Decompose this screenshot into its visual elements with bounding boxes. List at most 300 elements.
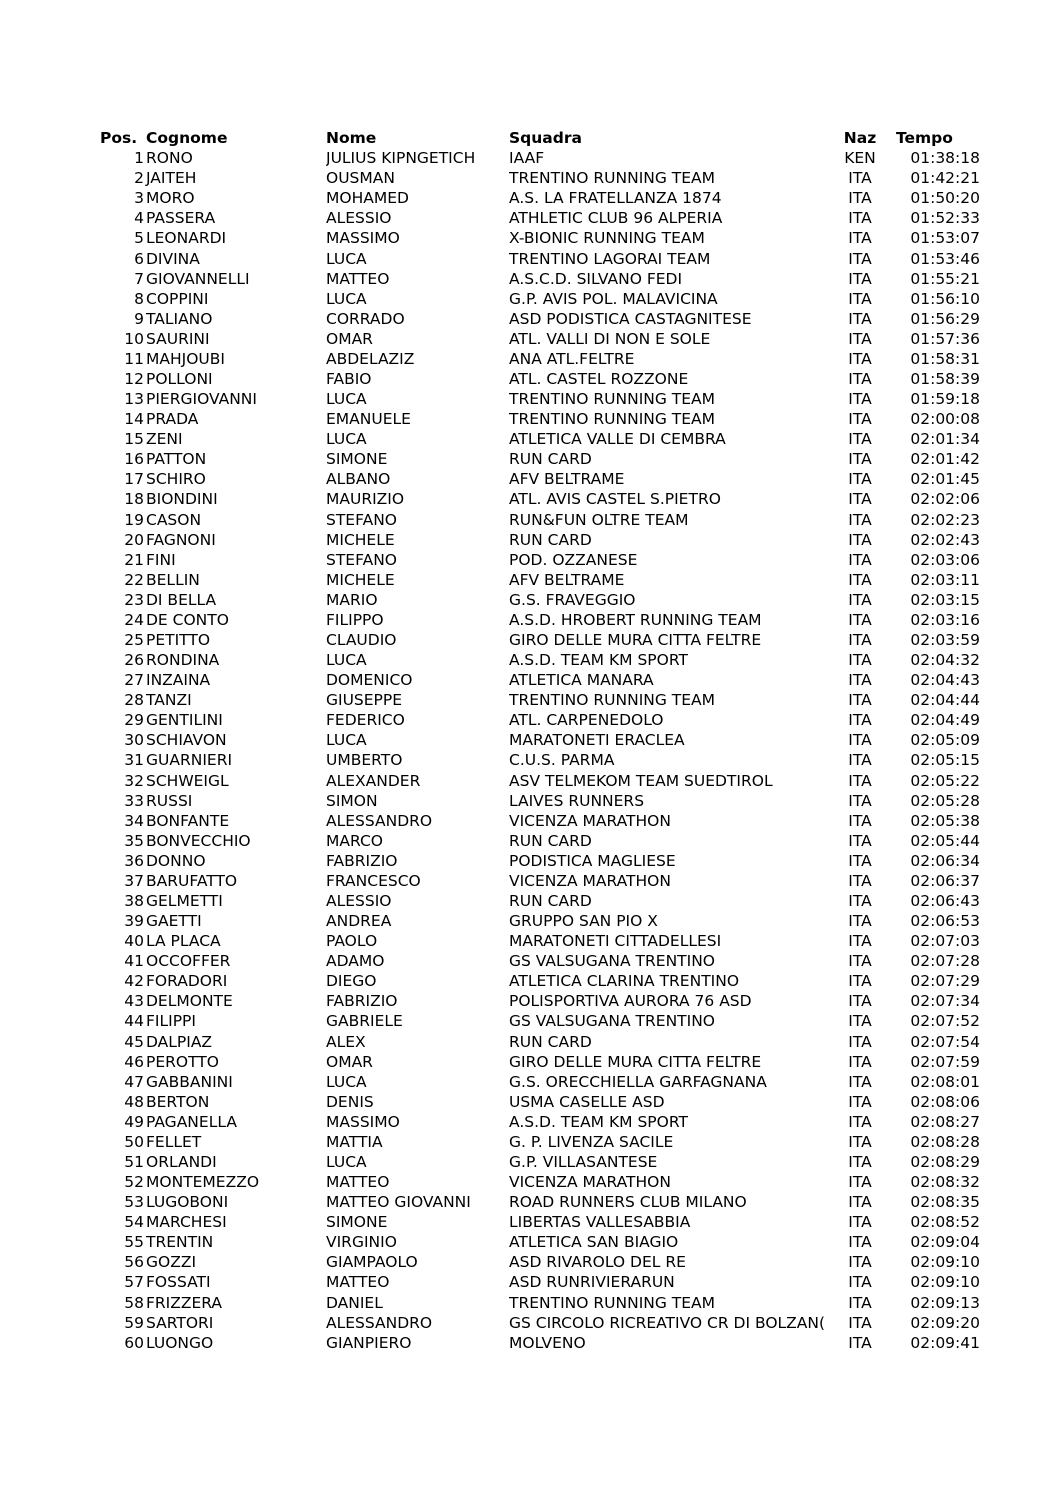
cell-tempo: 02:02:23 xyxy=(910,510,980,529)
cell-squadra: A.S.D. HROBERT RUNNING TEAM xyxy=(509,610,762,629)
cell-pos: 24 xyxy=(124,610,144,629)
cell-nome: MASSIMO xyxy=(326,229,400,248)
cell-cognome: SCHIRO xyxy=(146,470,206,489)
cell-pos: 26 xyxy=(124,651,144,670)
cell-squadra: ATL. CASTEL ROZZONE xyxy=(509,369,689,388)
cell-cognome: GAETTI xyxy=(146,912,202,931)
table-row xyxy=(100,429,996,449)
cell-naz: ITA xyxy=(848,871,872,890)
cell-nome: DENIS xyxy=(326,1092,374,1111)
cell-tempo: 01:53:46 xyxy=(910,249,980,268)
cell-cognome: LUONGO xyxy=(146,1333,214,1352)
cell-naz: ITA xyxy=(848,932,872,951)
cell-tempo: 02:06:53 xyxy=(910,912,980,931)
cell-nome: ALEXANDER xyxy=(326,771,421,790)
cell-naz: ITA xyxy=(848,630,872,649)
header-cognome: Cognome xyxy=(146,129,228,148)
cell-tempo: 01:59:18 xyxy=(910,390,980,409)
cell-cognome: RONDINA xyxy=(146,651,220,670)
cell-tempo: 02:04:43 xyxy=(910,671,980,690)
cell-squadra: RUN CARD xyxy=(509,450,592,469)
cell-cognome: SAURINI xyxy=(146,329,210,348)
cell-pos: 21 xyxy=(124,550,144,569)
cell-cognome: TALIANO xyxy=(146,309,213,328)
cell-squadra: ASV TELMEKOM TEAM SUEDTIROL xyxy=(509,771,773,790)
cell-cognome: PEROTTO xyxy=(146,1052,219,1071)
cell-nome: LUCA xyxy=(326,1153,367,1172)
table-row xyxy=(100,1092,996,1112)
cell-naz: ITA xyxy=(848,1193,872,1212)
table-row xyxy=(100,851,996,871)
cell-nome: FEDERICO xyxy=(326,711,405,730)
table-row xyxy=(100,530,996,550)
cell-squadra: RUN CARD xyxy=(509,831,592,850)
table-row xyxy=(100,349,996,369)
cell-squadra: A.S.D. TEAM KM SPORT xyxy=(509,651,688,670)
cell-pos: 7 xyxy=(134,269,144,288)
cell-pos: 19 xyxy=(124,510,144,529)
table-row xyxy=(100,1112,996,1132)
cell-nome: ALESSIO xyxy=(326,209,392,228)
cell-nome: DIEGO xyxy=(326,972,377,991)
cell-squadra: POLISPORTIVA AURORA 76 ASD xyxy=(509,992,752,1011)
cell-pos: 59 xyxy=(124,1313,144,1332)
cell-squadra: AFV BELTRAME xyxy=(509,570,625,589)
cell-naz: ITA xyxy=(848,1153,872,1172)
cell-pos: 4 xyxy=(134,209,144,228)
cell-tempo: 01:50:20 xyxy=(910,189,980,208)
cell-squadra: ATLETICA VALLE DI CEMBRA xyxy=(509,430,726,449)
cell-tempo: 02:03:11 xyxy=(910,570,980,589)
cell-nome: MOHAMED xyxy=(326,189,409,208)
table-row xyxy=(100,991,996,1011)
cell-naz: ITA xyxy=(848,1132,872,1151)
cell-naz: ITA xyxy=(848,731,872,750)
cell-naz: ITA xyxy=(848,851,872,870)
cell-tempo: 01:55:21 xyxy=(910,269,980,288)
cell-cognome: DI BELLA xyxy=(146,590,217,609)
cell-cognome: ZENI xyxy=(146,430,183,449)
table-row xyxy=(100,931,996,951)
cell-naz: ITA xyxy=(848,1032,872,1051)
cell-nome: OUSMAN xyxy=(326,169,395,188)
cell-nome: MASSIMO xyxy=(326,1112,400,1131)
cell-naz: ITA xyxy=(848,470,872,489)
cell-tempo: 02:05:22 xyxy=(910,771,980,790)
cell-nome: MARIO xyxy=(326,590,378,609)
cell-tempo: 02:04:49 xyxy=(910,711,980,730)
cell-nome: ALESSANDRO xyxy=(326,1313,433,1332)
table-row xyxy=(100,771,996,791)
cell-tempo: 02:05:28 xyxy=(910,791,980,810)
cell-naz: ITA xyxy=(848,1213,872,1232)
cell-squadra: GS VALSUGANA TRENTINO xyxy=(509,1012,716,1031)
cell-tempo: 02:05:44 xyxy=(910,831,980,850)
cell-tempo: 02:09:13 xyxy=(910,1293,980,1312)
cell-naz: ITA xyxy=(848,1092,872,1111)
header-squadra: Squadra xyxy=(509,129,582,148)
table-row xyxy=(100,168,996,188)
cell-nome: ALEX xyxy=(326,1032,366,1051)
cell-nome: SIMONE xyxy=(326,1213,388,1232)
cell-cognome: GIOVANNELLI xyxy=(146,269,250,288)
table-row xyxy=(100,289,996,309)
cell-squadra: AFV BELTRAME xyxy=(509,470,625,489)
cell-pos: 15 xyxy=(124,430,144,449)
cell-squadra: GIRO DELLE MURA CITTA FELTRE xyxy=(509,1052,762,1071)
cell-naz: ITA xyxy=(848,972,872,991)
cell-cognome: COPPINI xyxy=(146,289,209,308)
cell-naz: ITA xyxy=(848,1273,872,1292)
cell-pos: 50 xyxy=(124,1132,144,1151)
cell-tempo: 02:07:28 xyxy=(910,952,980,971)
cell-nome: MATTEO GIOVANNI xyxy=(326,1193,471,1212)
cell-pos: 5 xyxy=(134,229,144,248)
cell-squadra: ATL. VALLI DI NON E SOLE xyxy=(509,329,711,348)
cell-squadra: TRENTINO RUNNING TEAM xyxy=(509,410,716,429)
cell-cognome: MAHJOUBI xyxy=(146,349,225,368)
cell-naz: ITA xyxy=(848,249,872,268)
cell-squadra: VICENZA MARATHON xyxy=(509,811,671,830)
table-row xyxy=(100,1313,996,1333)
cell-nome: ALESSIO xyxy=(326,892,392,910)
cell-tempo: 02:08:06 xyxy=(910,1092,980,1111)
cell-cognome: PRADA xyxy=(146,410,199,429)
cell-tempo: 01:58:31 xyxy=(910,349,980,368)
cell-naz: ITA xyxy=(848,189,872,208)
cell-pos: 39 xyxy=(124,912,144,931)
cell-squadra: TRENTINO RUNNING TEAM xyxy=(509,691,716,710)
cell-pos: 3 xyxy=(134,189,144,208)
cell-squadra: GS VALSUGANA TRENTINO xyxy=(509,952,716,971)
cell-pos: 52 xyxy=(124,1173,144,1192)
cell-pos: 9 xyxy=(134,309,144,328)
cell-squadra: PODISTICA MAGLIESE xyxy=(509,851,676,870)
cell-naz: ITA xyxy=(848,671,872,690)
cell-squadra: TRENTINO RUNNING TEAM xyxy=(509,1293,716,1312)
table-row xyxy=(100,409,996,429)
cell-pos: 34 xyxy=(124,811,144,830)
cell-squadra: GRUPPO SAN PIO X xyxy=(509,912,658,931)
cell-tempo: 02:09:10 xyxy=(910,1253,980,1272)
table-row xyxy=(100,1032,996,1052)
cell-pos: 30 xyxy=(124,731,144,750)
cell-tempo: 01:57:36 xyxy=(910,329,980,348)
cell-cognome: FRIZZERA xyxy=(146,1293,223,1312)
cell-squadra: MARATONETI CITTADELLESI xyxy=(509,932,722,951)
cell-naz: ITA xyxy=(848,1012,872,1031)
table-row xyxy=(100,690,996,710)
cell-tempo: 02:09:10 xyxy=(910,1273,980,1292)
cell-pos: 28 xyxy=(124,691,144,710)
cell-cognome: MONTEMEZZO xyxy=(146,1173,260,1192)
cell-squadra: MARATONETI ERACLEA xyxy=(509,731,685,750)
results-table xyxy=(100,128,996,1353)
table-row xyxy=(100,650,996,670)
cell-naz: ITA xyxy=(848,1313,872,1332)
cell-cognome: FORADORI xyxy=(146,972,228,991)
cell-cognome: PETITTO xyxy=(146,630,211,649)
table-row xyxy=(100,1192,996,1212)
cell-tempo: 01:42:21 xyxy=(910,169,980,188)
cell-cognome: LUGOBONI xyxy=(146,1193,229,1212)
cell-nome: SIMONE xyxy=(326,450,388,469)
cell-tempo: 02:07:34 xyxy=(910,992,980,1011)
cell-cognome: PAGANELLA xyxy=(146,1112,237,1131)
cell-nome: LUCA xyxy=(326,651,367,670)
cell-tempo: 02:01:45 xyxy=(910,470,980,489)
cell-nome: JULIUS KIPNGETICH xyxy=(326,149,476,168)
cell-tempo: 02:08:27 xyxy=(910,1112,980,1131)
cell-naz: KEN xyxy=(844,149,876,168)
cell-tempo: 02:09:20 xyxy=(910,1313,980,1332)
table-row xyxy=(100,1272,996,1292)
cell-cognome: ORLANDI xyxy=(146,1153,217,1172)
table-row xyxy=(100,670,996,690)
cell-pos: 38 xyxy=(124,892,144,910)
cell-nome: EMANUELE xyxy=(326,410,411,429)
cell-cognome: FINI xyxy=(146,550,176,569)
cell-squadra: RUN CARD xyxy=(509,530,592,549)
table-row xyxy=(100,730,996,750)
cell-pos: 49 xyxy=(124,1112,144,1131)
cell-pos: 48 xyxy=(124,1092,144,1111)
cell-naz: ITA xyxy=(848,610,872,629)
cell-squadra: GS CIRCOLO RICREATIVO CR DI BOLZAN( xyxy=(509,1313,826,1332)
cell-pos: 8 xyxy=(134,289,144,308)
cell-naz: ITA xyxy=(848,1072,872,1091)
cell-cognome: GOZZI xyxy=(146,1253,197,1272)
cell-tempo: 02:09:41 xyxy=(910,1333,980,1352)
cell-tempo: 02:01:42 xyxy=(910,450,980,469)
cell-cognome: MORO xyxy=(146,189,195,208)
cell-nome: UMBERTO xyxy=(326,751,403,770)
cell-nome: LUCA xyxy=(326,390,367,409)
cell-naz: ITA xyxy=(848,530,872,549)
cell-naz: ITA xyxy=(848,590,872,609)
cell-nome: LUCA xyxy=(326,289,367,308)
cell-nome: STEFANO xyxy=(326,550,397,569)
cell-cognome: SARTORI xyxy=(146,1313,214,1332)
cell-cognome: TANZI xyxy=(146,691,192,710)
cell-naz: ITA xyxy=(848,892,872,910)
cell-naz: ITA xyxy=(848,349,872,368)
cell-naz: ITA xyxy=(848,289,872,308)
table-row xyxy=(100,590,996,610)
cell-squadra: A.S. LA FRATELLANZA 1874 xyxy=(509,189,722,208)
cell-squadra: TRENTINO RUNNING TEAM xyxy=(509,169,716,188)
cell-tempo: 02:08:52 xyxy=(910,1213,980,1232)
cell-cognome: OCCOFFER xyxy=(146,952,231,971)
cell-cognome: GELMETTI xyxy=(146,892,223,910)
cell-tempo: 02:08:32 xyxy=(910,1173,980,1192)
cell-pos: 32 xyxy=(124,771,144,790)
table-row xyxy=(100,188,996,208)
cell-tempo: 02:09:04 xyxy=(910,1233,980,1252)
cell-nome: CORRADO xyxy=(326,309,405,328)
cell-squadra: C.U.S. PARMA xyxy=(509,751,615,770)
cell-squadra: ASD RIVAROLO DEL RE xyxy=(509,1253,686,1272)
cell-nome: GABRIELE xyxy=(326,1012,403,1031)
cell-nome: ADAMO xyxy=(326,952,385,971)
cell-tempo: 02:02:43 xyxy=(910,530,980,549)
cell-squadra: ANA ATL.FELTRE xyxy=(509,349,635,368)
cell-cognome: JAITEH xyxy=(146,169,197,188)
table-row xyxy=(100,1052,996,1072)
cell-squadra: ATL. CARPENEDOLO xyxy=(509,711,664,730)
cell-nome: MICHELE xyxy=(326,570,395,589)
cell-nome: DOMENICO xyxy=(326,671,413,690)
cell-pos: 53 xyxy=(124,1193,144,1212)
cell-cognome: RONO xyxy=(146,149,193,168)
table-row xyxy=(100,248,996,268)
cell-nome: ABDELAZIZ xyxy=(326,349,415,368)
cell-nome: ALBANO xyxy=(326,470,391,489)
cell-nome: CLAUDIO xyxy=(326,630,397,649)
table-row xyxy=(100,811,996,831)
cell-cognome: TRENTIN xyxy=(146,1233,214,1252)
cell-pos: 41 xyxy=(124,952,144,971)
table-row xyxy=(100,1152,996,1172)
cell-cognome: BIONDINI xyxy=(146,490,218,509)
cell-squadra: G.S. ORECCHIELLA GARFAGNANA xyxy=(509,1072,767,1091)
table-row xyxy=(100,1132,996,1152)
cell-pos: 17 xyxy=(124,470,144,489)
cell-tempo: 02:06:37 xyxy=(910,871,980,890)
cell-nome: LUCA xyxy=(326,1072,367,1091)
cell-naz: ITA xyxy=(848,1233,872,1252)
cell-squadra: USMA CASELLE ASD xyxy=(509,1092,665,1111)
cell-naz: ITA xyxy=(848,1052,872,1071)
cell-pos: 45 xyxy=(124,1032,144,1051)
cell-cognome: PATTON xyxy=(146,450,207,469)
cell-tempo: 02:08:01 xyxy=(910,1072,980,1091)
cell-squadra: LAIVES RUNNERS xyxy=(509,791,645,810)
cell-naz: ITA xyxy=(848,369,872,388)
cell-naz: ITA xyxy=(848,510,872,529)
cell-pos: 16 xyxy=(124,450,144,469)
cell-squadra: ASD RUNRIVIERARUN xyxy=(509,1273,675,1292)
cell-cognome: PASSERA xyxy=(146,209,216,228)
cell-tempo: 01:52:33 xyxy=(910,209,980,228)
cell-cognome: DALPIAZ xyxy=(146,1032,213,1051)
cell-squadra: VICENZA MARATHON xyxy=(509,1173,671,1192)
cell-naz: ITA xyxy=(848,1112,872,1131)
cell-cognome: PIERGIOVANNI xyxy=(146,390,257,409)
cell-nome: GIAMPAOLO xyxy=(326,1253,418,1272)
cell-pos: 40 xyxy=(124,932,144,951)
cell-pos: 33 xyxy=(124,791,144,810)
cell-squadra: GIRO DELLE MURA CITTA FELTRE xyxy=(509,630,762,649)
cell-cognome: BARUFATTO xyxy=(146,871,238,890)
header-pos: Pos. xyxy=(100,129,138,148)
cell-pos: 31 xyxy=(124,751,144,770)
cell-naz: ITA xyxy=(848,490,872,509)
table-row xyxy=(100,489,996,509)
cell-squadra: TRENTINO RUNNING TEAM xyxy=(509,390,716,409)
cell-tempo: 02:05:38 xyxy=(910,811,980,830)
cell-nome: GIANPIERO xyxy=(326,1333,412,1352)
cell-pos: 2 xyxy=(134,169,144,188)
cell-cognome: FAGNONI xyxy=(146,530,216,549)
cell-squadra: ATHLETIC CLUB 96 ALPERIA xyxy=(509,209,723,228)
cell-nome: MATTEO xyxy=(326,269,390,288)
cell-cognome: GUARNIERI xyxy=(146,751,233,770)
cell-pos: 36 xyxy=(124,851,144,870)
cell-cognome: DELMONTE xyxy=(146,992,233,1011)
table-row xyxy=(100,791,996,811)
table-row xyxy=(100,509,996,529)
cell-pos: 60 xyxy=(124,1333,144,1352)
cell-nome: SIMON xyxy=(326,791,378,810)
cell-tempo: 02:07:03 xyxy=(910,932,980,951)
table-row xyxy=(100,1293,996,1313)
table-row xyxy=(100,710,996,730)
table-row xyxy=(100,971,996,991)
cell-cognome: DONNO xyxy=(146,851,206,870)
header-row xyxy=(100,128,996,148)
cell-squadra: G.P. AVIS POL. MALAVICINA xyxy=(509,289,718,308)
cell-pos: 20 xyxy=(124,530,144,549)
cell-pos: 27 xyxy=(124,671,144,690)
cell-naz: ITA xyxy=(848,309,872,328)
cell-cognome: CASON xyxy=(146,510,202,529)
cell-pos: 6 xyxy=(134,249,144,268)
cell-tempo: 02:07:54 xyxy=(910,1032,980,1051)
cell-naz: ITA xyxy=(848,952,872,971)
table-row xyxy=(100,871,996,891)
cell-tempo: 02:08:28 xyxy=(910,1132,980,1151)
cell-naz: ITA xyxy=(848,430,872,449)
table-row xyxy=(100,570,996,590)
cell-naz: ITA xyxy=(848,912,872,931)
cell-tempo: 02:08:35 xyxy=(910,1193,980,1212)
cell-naz: ITA xyxy=(848,450,872,469)
cell-naz: ITA xyxy=(848,169,872,188)
cell-tempo: 01:56:29 xyxy=(910,309,980,328)
cell-naz: ITA xyxy=(848,1173,872,1192)
cell-squadra: A.S.C.D. SILVANO FEDI xyxy=(509,269,683,288)
cell-cognome: BONFANTE xyxy=(146,811,230,830)
cell-naz: ITA xyxy=(848,269,872,288)
cell-cognome: DE CONTO xyxy=(146,610,229,629)
cell-pos: 23 xyxy=(124,590,144,609)
cell-tempo: 01:53:07 xyxy=(910,229,980,248)
cell-cognome: SCHWEIGL xyxy=(146,771,229,790)
cell-cognome: FOSSATI xyxy=(146,1273,211,1292)
cell-pos: 56 xyxy=(124,1253,144,1272)
cell-tempo: 02:06:34 xyxy=(910,851,980,870)
cell-tempo: 02:07:52 xyxy=(910,1012,980,1031)
cell-squadra: ROAD RUNNERS CLUB MILANO xyxy=(509,1193,747,1212)
cell-squadra: TRENTINO LAGORAI TEAM xyxy=(509,249,711,268)
cell-naz: ITA xyxy=(848,410,872,429)
header-nome: Nome xyxy=(326,129,377,148)
cell-cognome: LA PLACA xyxy=(146,932,221,951)
cell-cognome: LEONARDI xyxy=(146,229,227,248)
cell-pos: 29 xyxy=(124,711,144,730)
cell-squadra: RUN CARD xyxy=(509,892,592,910)
table-row xyxy=(100,309,996,329)
cell-pos: 13 xyxy=(124,390,144,409)
cell-nome: MARCO xyxy=(326,831,383,850)
table-row xyxy=(100,1212,996,1232)
cell-naz: ITA xyxy=(848,570,872,589)
table-row xyxy=(100,1232,996,1252)
table-row xyxy=(100,369,996,389)
cell-squadra: X-BIONIC RUNNING TEAM xyxy=(509,229,705,248)
cell-squadra: RUN&FUN OLTRE TEAM xyxy=(509,510,689,529)
